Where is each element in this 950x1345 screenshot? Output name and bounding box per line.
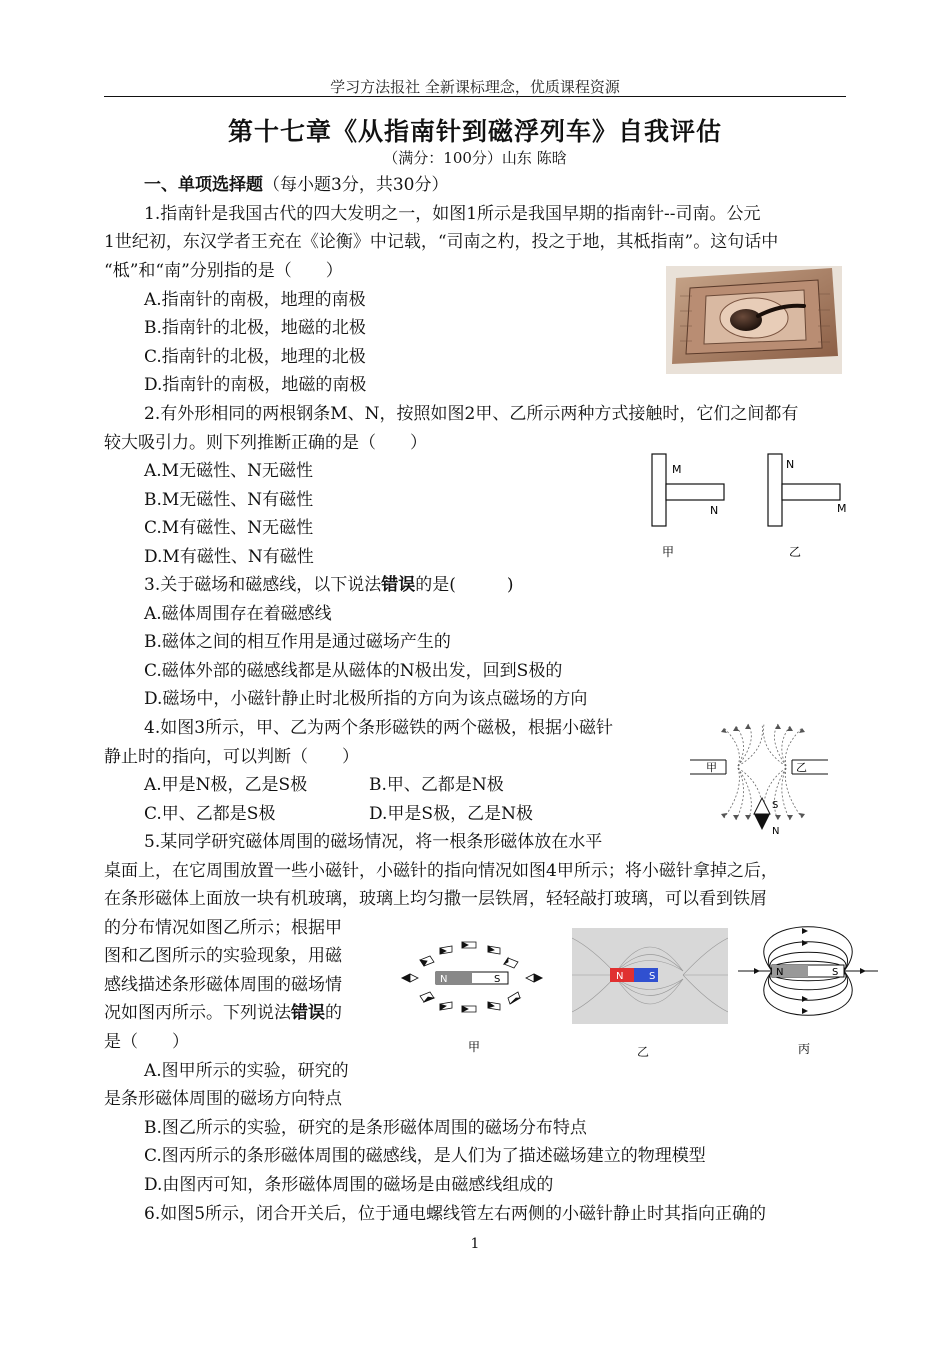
q4-option-c: C.甲、乙都是S极: [144, 804, 276, 824]
fig4-label-jia: 甲: [468, 1040, 481, 1054]
fig4-label-bing: 丙: [798, 1042, 811, 1056]
header-rule: [104, 96, 846, 97]
fig4-yi-n: N: [616, 971, 624, 982]
q1-option-d: D.指南针的南极，地磁的南极: [144, 375, 367, 395]
q1-line3: “柢”和“南”分别指的是（ ）: [104, 261, 343, 281]
section-note: （每小题3分，共30分）: [263, 175, 449, 195]
q4-option-d: D.甲是S极，乙是N极: [369, 804, 533, 824]
fig2-jia-n: N: [710, 504, 719, 517]
section-title: 一、单项选择题: [144, 175, 263, 195]
q5-line7: [104, 1002, 342, 1024]
q5-line6: 感线描述条形磁体周围的磁场情: [104, 975, 342, 995]
q2-option-c: C.M有磁性、N无磁性: [144, 518, 314, 538]
fig4-jia-n: N: [440, 974, 448, 985]
fig2-yi-m: M: [837, 502, 847, 515]
q1-line1: 1.指南针是我国古代的四大发明之一，如图1所示是我国早期的指南针--司南。公元: [144, 204, 761, 224]
q5-line7-pre: 况如图丙所示。下列说法: [104, 1003, 291, 1023]
q1-line2: 1世纪初，东汉学者王充在《论衡》中记载，“司南之杓，投之于地，其柢指南”。这句话中: [104, 232, 779, 252]
q3-option-a: A.磁体周围存在着磁感线: [144, 604, 332, 624]
figure-4-jia: [400, 940, 550, 1058]
q5-line4: 的分布情况如图乙所示；根据甲: [104, 918, 342, 938]
fig2-jia-m: M: [672, 463, 682, 476]
q5-option-c: C.图丙所示的条形磁体周围的磁感线，是人们为了描述磁场建立的物理模型: [144, 1146, 706, 1166]
q3-stem-pre: 3.关于磁场和磁感线，以下说法: [144, 575, 382, 595]
q5-option-a-1: A.图甲所示的实验，研究的: [144, 1061, 349, 1081]
q1-option-c: C.指南针的北极，地理的北极: [144, 347, 366, 367]
q1-option-b: B.指南针的北极，地磁的北极: [144, 318, 366, 338]
q3-stem-post: 的是( ): [415, 575, 514, 595]
q5-option-d: D.由图丙可知，条形磁体周围的磁场是由磁感线组成的: [144, 1175, 554, 1195]
fig4-bing-s: S: [832, 967, 839, 978]
fig2-yi-n: N: [786, 458, 795, 471]
q6-line1: 6.如图5所示，闭合开关后，位于通电螺线管左右两侧的小磁针静止时其指向正确的: [144, 1204, 767, 1224]
figure-2: [640, 448, 860, 566]
fig4-jia-s: S: [494, 974, 501, 985]
q5-line3: 在条形磁体上面放一块有机玻璃，玻璃上均匀撒一层铁屑，轻轻敲打玻璃，可以看到铁屑: [104, 889, 767, 909]
fig2-label-yi: 乙: [789, 545, 802, 559]
q5-line7-bold: 错误: [291, 1003, 325, 1023]
q3-option-c: C.磁体外部的磁感线都是从磁体的N极出发，回到S极的: [144, 661, 563, 681]
fig2-label-jia: 甲: [662, 545, 675, 559]
figure-3: [688, 720, 838, 838]
q5-option-a-2: 是条形磁体周围的磁场方向特点: [104, 1089, 342, 1109]
q4-option-a: A.甲是N极，乙是S极: [144, 775, 308, 795]
q5-option-b: B.图乙所示的实验，研究的是条形磁体周围的磁场分布特点: [144, 1118, 587, 1138]
fig3-jia: 甲: [706, 761, 717, 774]
q2-line1: 2.有外形相同的两根钢条M、N，按照如图2甲、乙所示两种方式接触时，它们之间都有: [144, 404, 799, 424]
fig4-yi-s: S: [649, 971, 656, 982]
q5-line5: 图和乙图所示的实验现象，用磁: [104, 946, 342, 966]
fig4-bing-n: N: [776, 967, 784, 978]
q5-line8: 是（ ）: [104, 1032, 189, 1052]
page-subtitle: （满分：100分）山东 陈晗: [383, 149, 567, 167]
page-title: 第十七章《从指南针到磁浮列车》自我评估: [227, 117, 722, 146]
fig3-s: S: [772, 800, 779, 811]
fig4-label-yi: 乙: [637, 1045, 650, 1059]
section-heading: [144, 174, 448, 196]
q2-option-b: B.M无磁性、N有磁性: [144, 490, 314, 510]
q2-option-d: D.M有磁性、N有磁性: [144, 547, 314, 567]
q4-line1: 4.如图3所示，甲、乙为两个条形磁铁的两个磁极，根据小磁针: [144, 718, 614, 738]
q5-line2: 桌面上，在它周围放置一些小磁针，小磁针的指向情况如图4甲所示；将小磁针拿掉之后，: [104, 861, 778, 881]
sinan-image: [666, 266, 842, 374]
q4-option-b: B.甲、乙都是N极: [369, 775, 504, 795]
q5-line1: 5.某同学研究磁体周围的磁场情况，将一根条形磁体放在水平: [144, 832, 603, 852]
q3-option-d: D.磁场中，小磁针静止时北极所指的方向为该点磁场的方向: [144, 689, 588, 709]
q3-option-b: B.磁体之间的相互作用是通过磁场产生的: [144, 632, 451, 652]
q2-option-a: A.M无磁性、N无磁性: [144, 461, 313, 481]
page-number: 1: [470, 1236, 480, 1252]
fig3-n: N: [772, 826, 780, 837]
q2-line2: 较大吸引力。则下列推断正确的是（ ）: [104, 433, 427, 453]
figure-4-yi: [572, 928, 728, 1024]
q3-stem-bold: 错误: [381, 575, 416, 595]
q3-stem: [144, 574, 514, 596]
figure-4-bing: [736, 922, 880, 1058]
q1-option-a: A.指南针的南极，地理的南极: [144, 290, 366, 310]
page-header: 学习方法报社 全新课标理念，优质课程资源: [330, 78, 620, 96]
q4-line2: 静止时的指向，可以判断（ ）: [104, 747, 359, 767]
fig3-yi: 乙: [796, 761, 807, 774]
q5-line7-post: 的: [325, 1003, 342, 1023]
